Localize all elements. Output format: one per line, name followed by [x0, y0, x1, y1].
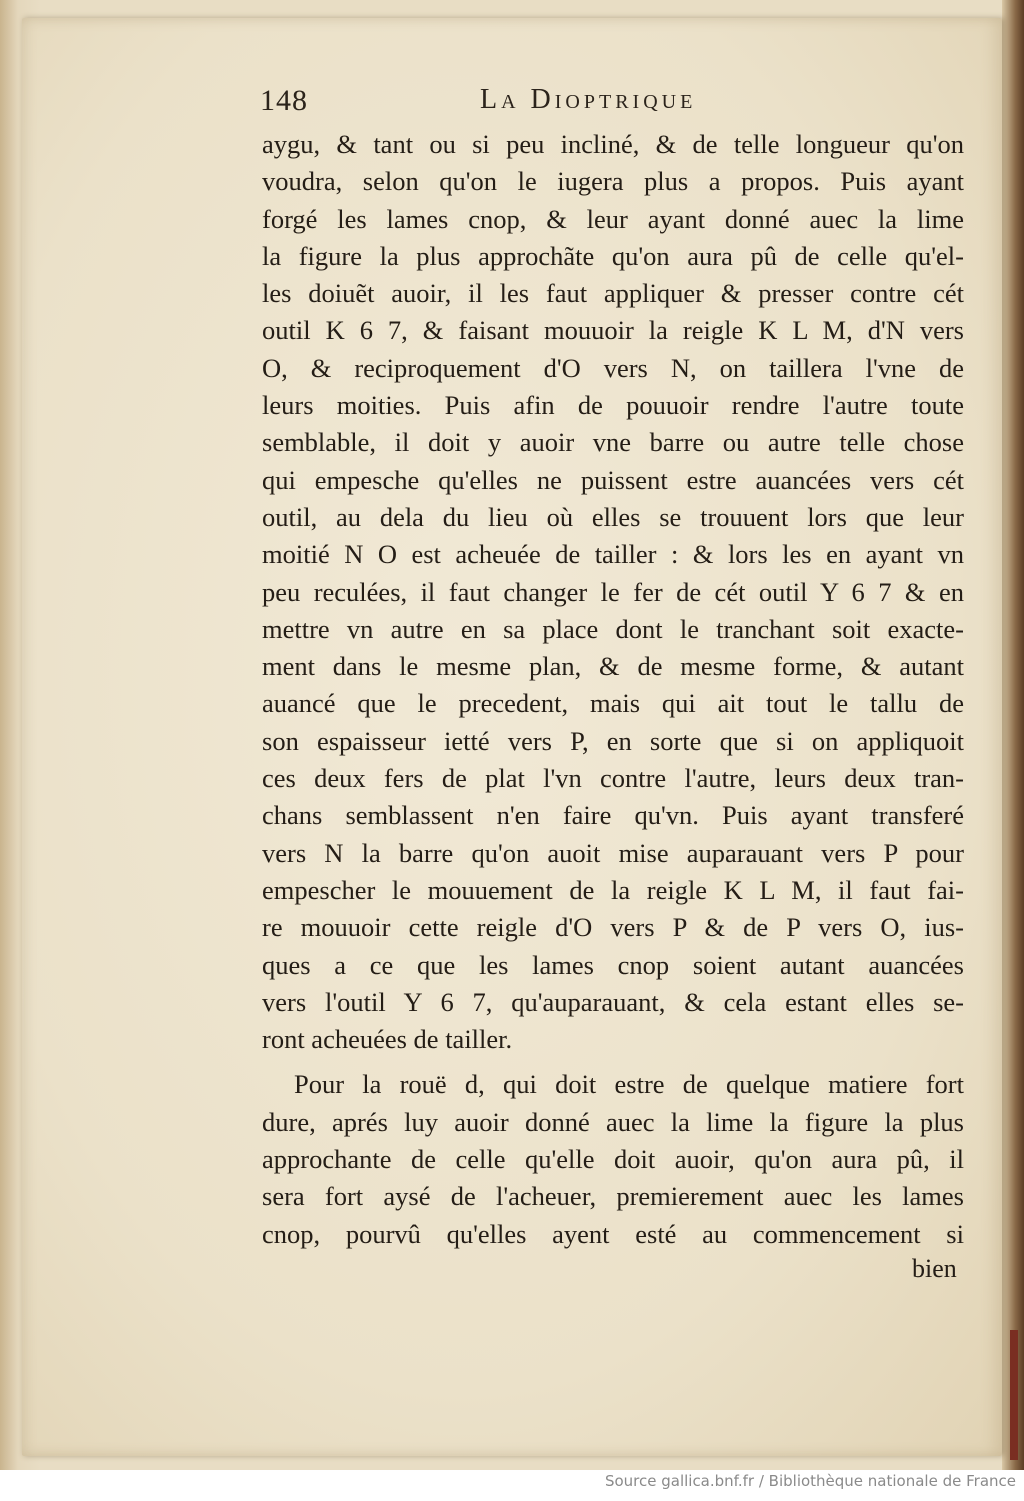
text-line: ques a ce que les lames cnop soient autant auancées [262, 949, 964, 980]
text-line: ces deux fers de plat l'vn contre l'autre, leurs deux tran- [262, 763, 964, 794]
book-edge [1002, 0, 1024, 1470]
text-line: semblable, il doit y auoir vne barre ou autre telle chose [262, 427, 964, 458]
text-line: ront acheuées de tailler. [262, 1024, 513, 1055]
text-line: les doiuẽt auoir, il les faut appliquer & presser contre cét [262, 278, 964, 309]
text-line: la figure la plus approchãte qu'on aura pû de celle qu'el- [262, 240, 964, 271]
text-line: peu reculées, il faut changer le fer de cét outil Y 6 7 & en [262, 576, 964, 607]
text-line: auancé que le precedent, mais qui ait tout le tallu de [262, 688, 964, 719]
text-line: voudra, selon qu'on le iugera plus a propos. Puis ayant [262, 166, 964, 197]
text-line: qui empesche qu'elles ne puissent estre auancées vers cét [262, 464, 964, 495]
text-line: moitié N O est acheuée de tailler : & lors les en ayant vn [262, 539, 964, 570]
running-head [260, 84, 960, 124]
text-line: cnop, pourvû qu'elles ayent esté au commencement si [262, 1218, 964, 1249]
paragraph-start-line: Pour la rouë d, qui doit estre de quelque matiere fort [294, 1069, 964, 1100]
text-line: ment dans le mesme plan, & de mesme forme, & autant [262, 651, 964, 682]
text-line: chans semblassent n'en faire qu'vn. Puis ayant transferé [262, 800, 964, 831]
source-footer: Source gallica.bnf.fr / Bibliothèque nationale de France [604, 1472, 1016, 1490]
catchword: bien [912, 1254, 957, 1283]
text-line: outil K 6 7, & faisant mouuoir la reigle K L M, d'N vers [262, 315, 964, 346]
text-line: forgé les lames cnop, & leur ayant donné auec la lime [262, 203, 964, 234]
text-line: outil, au dela du lieu où elles se trouuent lors que leur [262, 501, 964, 532]
page-number: 148 [260, 84, 308, 117]
text-line: sera fort aysé de l'acheuer, premierement auec les lames [262, 1181, 964, 1212]
text-line: vers l'outil Y 6 7, qu'auparauant, & cela estant elles se- [262, 986, 964, 1017]
text-line: O, & reciproquement d'O vers N, on taillera l'vne de [262, 352, 964, 383]
text-line: vers N la barre qu'on auoit mise auparauant vers P pour [262, 837, 964, 868]
text-line: approchante de celle qu'elle doit auoir, qu'on aura pû, il [262, 1144, 964, 1175]
text-line: mettre vn autre en sa place dont le tranchant soit exacte- [262, 613, 964, 644]
text-line: aygu, & tant ou si peu incliné, & de telle longueur qu'on [262, 129, 964, 159]
running-title: La Dioptrique [480, 84, 697, 115]
text-line: dure, aprés luy auoir donné auec la lime la figure la plus [262, 1106, 964, 1137]
text-line: leurs moities. Puis afin de pouuoir rendre l'autre toute [262, 390, 964, 421]
text-line: son espaisseur ietté vers P, en sorte que si on appliquoit [262, 725, 964, 756]
text-line: re mouuoir cette reigle d'O vers P & de P vers O, ius- [262, 912, 964, 943]
body-text [262, 126, 964, 1253]
text-line: empescher le mouuement de la reigle K L M, il faut fai- [262, 874, 964, 905]
